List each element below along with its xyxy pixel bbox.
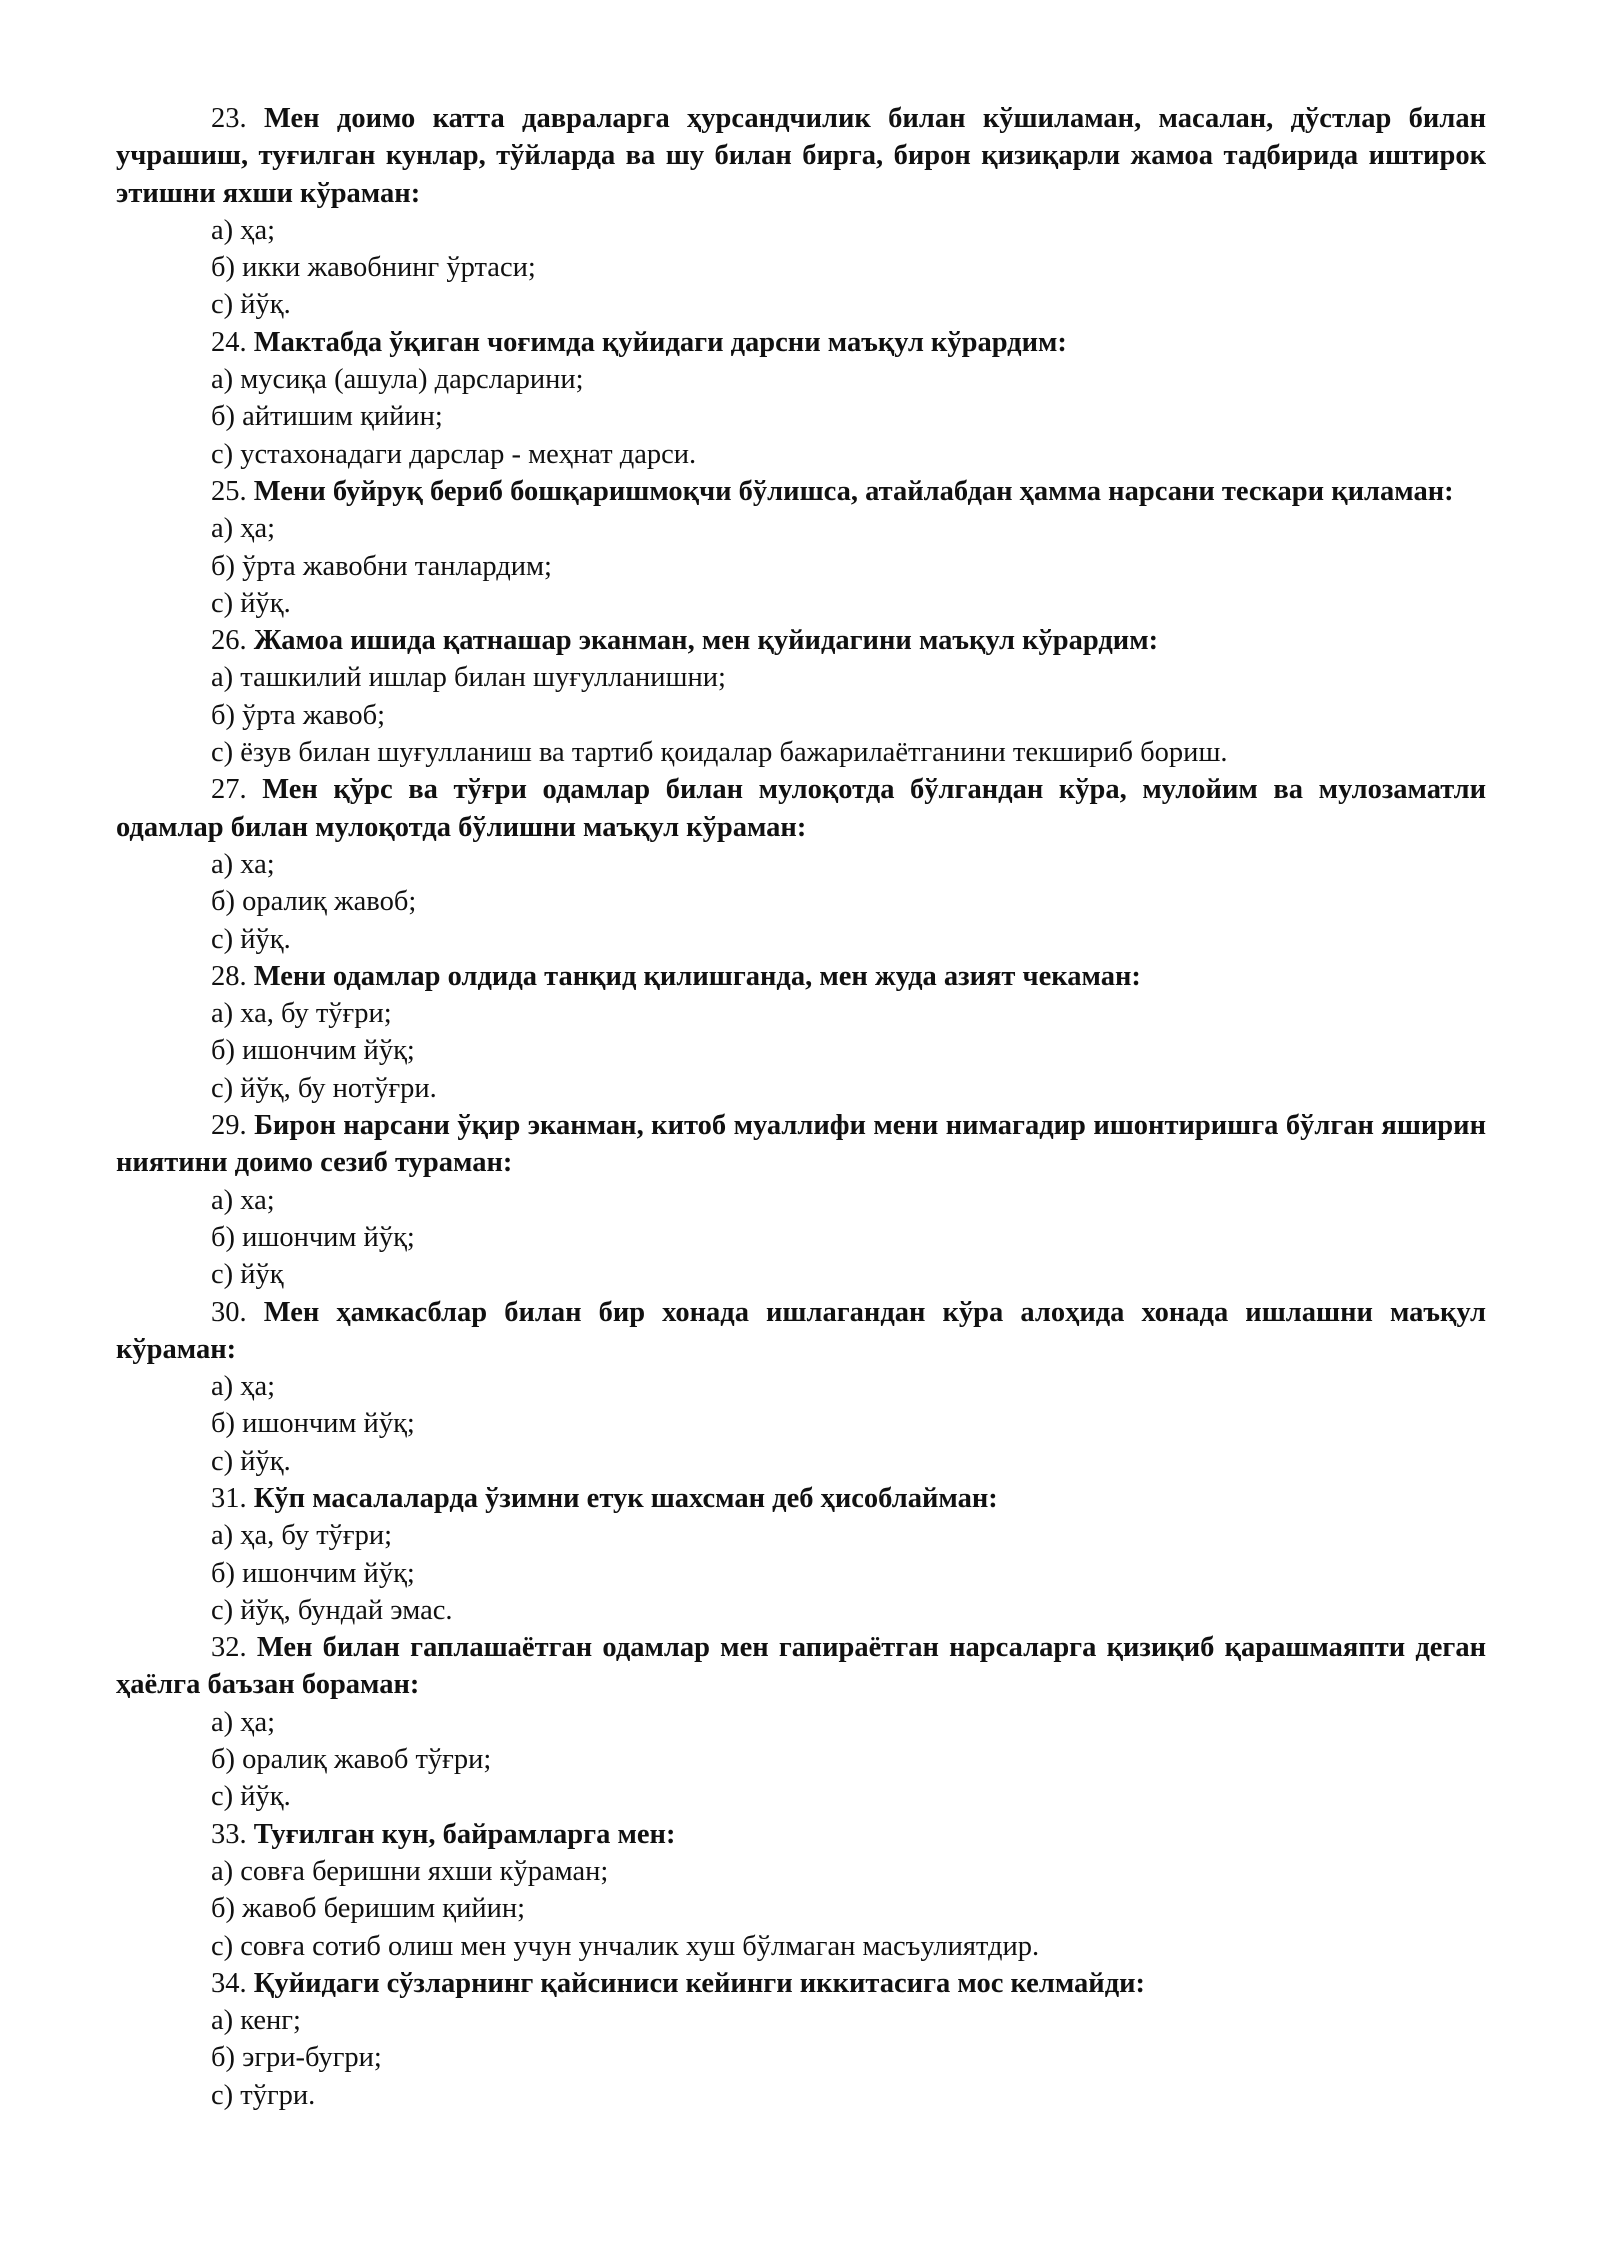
question-text: 24. Мактабда ўқиган чоғимда қуйидаги дарсни маъқул кўрардим: bbox=[211, 326, 1067, 358]
question-24 bbox=[116, 324, 1486, 473]
answer-option: а) ташкилий ишлар билан шуғулланишни; bbox=[211, 662, 726, 694]
question-29 bbox=[116, 1107, 1486, 1293]
answer-option: а) ха; bbox=[211, 848, 275, 880]
question-28 bbox=[116, 958, 1486, 1107]
question-number: 31 bbox=[211, 1482, 240, 1514]
answer-option: с) устахонадаги дарслар - меҳнат дарси. bbox=[211, 438, 697, 470]
document-page bbox=[116, 100, 1486, 2114]
question-23 bbox=[116, 100, 1486, 324]
question-body: Мен доимо катта давраларга ҳурсандчилик билан кўшиламан, масалан, дўстлар билан учрашиш, туғилган кунлар, тўйларда ва шу билан бирга, бирон қизиқарли жамоа тадбирида иштирок этишни яхши кўраман: bbox=[116, 103, 1487, 209]
answer-option: с) ёзув билан шуғулланиш ва тартиб қоидалар бажарилаётганини текшириб бориш. bbox=[211, 737, 1228, 769]
answer-option: с) тўгри. bbox=[211, 2079, 316, 2111]
question-text: 29. Бирон нарсани ўқир эканман, китоб муаллифи мени нимагадир ишонтиришга бўлган яширин ниятини доимо сезиб тураман: bbox=[116, 1110, 1487, 1179]
answer-option: а) ҳа; bbox=[211, 513, 276, 545]
question-number: 27 bbox=[211, 774, 240, 806]
answer-option: а) ха; bbox=[211, 1184, 275, 1216]
question-number: 24 bbox=[211, 326, 240, 358]
question-33 bbox=[116, 1816, 1486, 1965]
question-number: 25 bbox=[211, 475, 240, 507]
answer-option: б) жавоб беришим қийин; bbox=[211, 1893, 526, 1925]
question-number: 32 bbox=[211, 1632, 240, 1664]
question-body: Мен ҳамкасблар билан бир хонада ишлагандан кўра алоҳида хонада ишлашни маъқул кўраман: bbox=[116, 1296, 1487, 1365]
question-body: Мени буйруқ бериб бошқаришмоқчи бўлишса, атайлабдан ҳамма нарсани тескари қиламан: bbox=[253, 475, 1454, 507]
question-body: Мактабда ўқиган чоғимда қуйидаги дарсни маъқул кўрардим: bbox=[253, 326, 1067, 358]
question-text: 25. Мени буйруқ бериб бошқаришмоқчи бўлишса, атайлабдан ҳамма нарсани тескари қиламан: bbox=[211, 475, 1454, 507]
question-body: Кўп масалаларда ўзимни етук шахсман деб ҳисоблайман: bbox=[253, 1482, 998, 1514]
answer-option: с) йўқ. bbox=[211, 1445, 291, 1477]
answer-option: б) оралиқ жавоб; bbox=[211, 886, 417, 918]
answer-option: б) ишончим йўқ; bbox=[211, 1035, 415, 1067]
answer-option: а) совға беришни яхши кўраман; bbox=[211, 1855, 609, 1887]
question-31 bbox=[116, 1480, 1486, 1629]
answer-option: с) йўқ, бундай эмас. bbox=[211, 1594, 453, 1626]
question-text: 30. Мен ҳамкасблар билан бир хонада ишлагандан кўра алоҳида хонада ишлашни маъқул кўраман: bbox=[116, 1296, 1487, 1365]
answer-option: б) ишончим йўқ; bbox=[211, 1408, 415, 1440]
question-text: 28. Мени одамлар олдида танқид қилишганда, мен жуда азият чекаман: bbox=[211, 960, 1141, 992]
answer-option: а) ҳа; bbox=[211, 214, 276, 246]
answer-option: с) йўқ. bbox=[211, 1781, 291, 1813]
answer-option: а) кенг; bbox=[211, 2005, 301, 2037]
question-26 bbox=[116, 622, 1486, 771]
question-text: 32. Мен билан гаплашаётган одамлар мен гапираётган нарсаларга қизиқиб қарашмаяпти деган ҳаёлга баъзан бораман: bbox=[116, 1632, 1486, 1701]
question-30 bbox=[116, 1294, 1486, 1480]
question-text: 23. Мен доимо катта давраларга ҳурсандчилик билан кўшиламан, масалан, дўстлар билан учрашиш, туғилган кунлар, тўйларда ва шу билан бирга, бирон қизиқарли жамоа тадбирида иштирок этишни яхши кўраман: bbox=[116, 103, 1487, 209]
answer-option: а) ҳа; bbox=[211, 1706, 276, 1738]
question-text: 33. Туғилган кун, байрамларга мен: bbox=[211, 1818, 676, 1850]
question-number: 26 bbox=[211, 625, 240, 657]
question-text: 26. Жамоа ишида қатнашар эканман, мен қуйидагини маъқул кўрардим: bbox=[211, 625, 1159, 657]
question-text: 34. Қуйидаги сўзларнинг қайсиниси кейинги иккитасига мос келмайди: bbox=[211, 1967, 1146, 1999]
answer-option: а) ха, бу тўғри; bbox=[211, 998, 392, 1030]
answer-option: а) мусиқа (ашула) дарсларини; bbox=[211, 364, 584, 396]
answer-option: с) йўқ, бу нотўғри. bbox=[211, 1072, 437, 1104]
question-number: 34 bbox=[211, 1967, 240, 1999]
answer-option: с) совға сотиб олиш мен учун унчалик хуш бўлмаган масъулиятдир. bbox=[211, 1930, 1040, 1962]
answer-option: б) икки жавобнинг ўртаси; bbox=[211, 252, 536, 284]
question-number: 28 bbox=[211, 960, 240, 992]
answer-option: б) ишончим йўқ; bbox=[211, 1221, 415, 1253]
question-body: Мен билан гаплашаётган одамлар мен гапираётган нарсаларга қизиқиб қарашмаяпти деган ҳаёлга баъзан бораман: bbox=[116, 1632, 1486, 1701]
answer-option: б) ишончим йўқ; bbox=[211, 1557, 415, 1589]
question-34 bbox=[116, 1965, 1486, 2114]
answer-option: б) оралиқ жавоб тўғри; bbox=[211, 1744, 492, 1776]
question-number: 30 bbox=[211, 1296, 240, 1328]
question-27 bbox=[116, 771, 1486, 957]
question-body: Туғилган кун, байрамларга мен: bbox=[253, 1818, 676, 1850]
question-number: 33 bbox=[211, 1818, 240, 1850]
answer-option: б) эгри-бугри; bbox=[211, 2042, 382, 2074]
question-25 bbox=[116, 473, 1486, 622]
question-body: Жамоа ишида қатнашар эканман, мен қуйидагини маъқул кўрардим: bbox=[253, 625, 1159, 657]
answer-option: б) айтишим қийин; bbox=[211, 401, 443, 433]
answer-option: с) йўқ. bbox=[211, 289, 291, 321]
question-body: Мени одамлар олдида танқид қилишганда, мен жуда азият чекаман: bbox=[253, 960, 1141, 992]
question-32 bbox=[116, 1629, 1486, 1815]
question-body: Бирон нарсани ўқир эканман, китоб муаллифи мени нимагадир ишонтиришга бўлган яширин ниятини доимо сезиб тураман: bbox=[116, 1110, 1487, 1179]
question-body: Қуйидаги сўзларнинг қайсиниси кейинги иккитасига мос келмайди: bbox=[253, 1967, 1146, 1999]
answer-option: б) ўрта жавоб; bbox=[211, 699, 386, 731]
question-text: 27. Мен қўрс ва тўғри одамлар билан мулоқотда бўлгандан кўра, мулойим ва мулозаматли одамлар билан мулоқотда бўлишни маъқул кўраман: bbox=[116, 774, 1486, 843]
answer-option: б) ўрта жавобни танлардим; bbox=[211, 550, 552, 582]
answer-option: а) ҳа; bbox=[211, 1371, 276, 1403]
answer-option: с) йўқ. bbox=[211, 923, 291, 955]
question-number: 29 bbox=[211, 1110, 240, 1142]
question-body: Мен қўрс ва тўғри одамлар билан мулоқотда бўлгандан кўра, мулойим ва мулозаматли одамлар билан мулоқотда бўлишни маъқул кўраман: bbox=[116, 774, 1486, 843]
answer-option: с) йўқ. bbox=[211, 587, 291, 619]
question-text: 31. Кўп масалаларда ўзимни етук шахсман деб ҳисоблайман: bbox=[211, 1482, 998, 1514]
question-number: 23 bbox=[211, 103, 240, 134]
answer-option: а) ҳа, бу тўғри; bbox=[211, 1520, 393, 1552]
answer-option: с) йўқ bbox=[211, 1259, 284, 1291]
